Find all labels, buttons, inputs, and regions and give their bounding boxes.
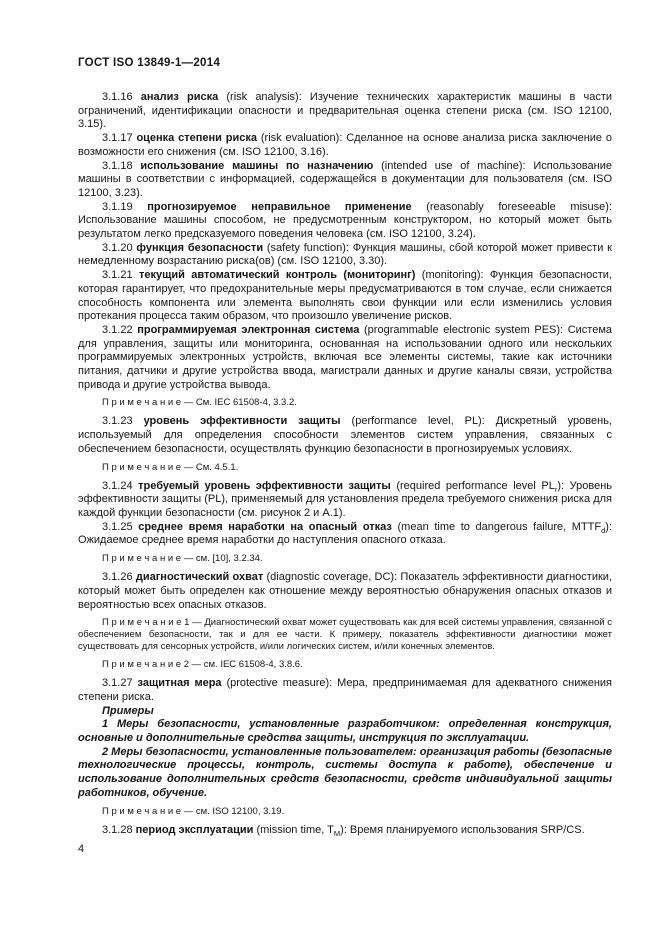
- body-text: ): Ожидаемое среднее время наработки до наступления опасного отказа.: [78, 520, 613, 547]
- body-text: (required performance level PL: [390, 479, 555, 492]
- body-text: (programmable electronic system PES): Система для управления, защиты или мониторинга, основанная на использовании одного или нескольких программируемых электронных устройств, включая все элементы системы, такие как источники питания, датчики и другие устройства ввода, магистрали данных и другие каналы связи, устройства привода и другие устройства вывода.: [78, 323, 612, 391]
- body-text: П р и м е ч а н и е — См. 4.5.1.: [102, 461, 239, 473]
- note-paragraph: [78, 659, 612, 671]
- definition-paragraph: [78, 415, 612, 456]
- body-text: 3.1.21: [102, 269, 139, 282]
- body-text: (risk analysis): Изучение технических характеристик машины в части ограничений, идентификации опасности и предварительная оценка степени риска (см. ISO 12100, 3.15).: [78, 91, 613, 131]
- body-text: 1 Меры безопасности, установленные разработчиком: определенная конструкция, основные и дополнительные средства защиты, инструкция по эксплуатации.: [78, 718, 612, 745]
- term-text: использование машины по назначению: [140, 159, 374, 172]
- body-text: (monitoring): Функция безопасности, которая гарантирует, что предохранительные меры предусматриваются в том случае, если снижается способность компонента или элемента выполнять свои функции или если изменились условия протекания процесса таким образом, что произошло увеличение рисков.: [78, 269, 613, 323]
- definition-paragraph: [78, 677, 612, 704]
- definition-paragraph: [78, 91, 612, 132]
- term-text: программируемая электронная система: [137, 323, 360, 336]
- definition-paragraph: [78, 201, 612, 242]
- document-body: [78, 91, 612, 837]
- body-text: 3.1.28: [102, 823, 136, 836]
- body-text: (diagnostic coverage, DC): Показатель эффективности диагностики, который может быть определен как отношение между вероятностью обнаружения опасных отказов и вероятностью всех опасных отказов.: [78, 571, 612, 611]
- body-text: П р и м е ч а н и е — См. IEC 61508-4, 3.3.2.: [102, 397, 297, 409]
- term-text: функция безопасности: [136, 241, 264, 254]
- term-text: прогнозируемое неправильное применение: [147, 200, 412, 213]
- body-text: ): Уровень эффективности защиты (PL), применяемый для установления предела требуемого снижения риска для каждой функции безопасности (см. рисунок 2 и А.1).: [78, 479, 613, 519]
- body-text: 3.1.19: [102, 200, 148, 213]
- term-text: защитная мера: [137, 677, 222, 690]
- term-text: анализ риска: [140, 91, 219, 103]
- body-text: П р и м е ч а н и е 2 — см. IEC 61508-4, 3.8.6.: [102, 659, 303, 671]
- body-text: (protective measure): Мера, предпринимаемая для адекватного снижения степени риска.: [78, 677, 613, 703]
- subscript-text: r: [554, 484, 558, 494]
- definition-paragraph: [78, 571, 612, 612]
- body-text: 3.1.22: [102, 323, 138, 336]
- term-text: текущий автоматический контроль (мониторинг): [138, 269, 416, 282]
- definition-paragraph: [78, 160, 612, 201]
- body-text: 3.1.16: [102, 91, 141, 103]
- definition-paragraph: [78, 324, 612, 393]
- body-text: 3.1.26: [102, 571, 136, 584]
- note-paragraph: [78, 397, 612, 409]
- definition-paragraph: [78, 242, 612, 269]
- body-text: 3.1.23: [102, 415, 144, 428]
- term-text: среднее время наработки на опасный отказ: [138, 520, 392, 533]
- term-text: оценка степени риска: [136, 132, 258, 145]
- note-paragraph: [78, 617, 612, 653]
- body-text: (reasonably foreseeable misuse): Использование машины способом, не предусмотренным конструктором, но который может быть результатом легко предсказуемого поведения человека (см. ISO 12100, 3.24).: [78, 200, 612, 241]
- subscript-text: M: [333, 828, 341, 838]
- definition-paragraph: [78, 521, 612, 548]
- body-text: Примеры: [102, 704, 154, 717]
- definition-paragraph: [78, 480, 612, 521]
- definition-paragraph: [78, 269, 612, 324]
- note-paragraph: [78, 462, 612, 474]
- definition-paragraph: [78, 824, 612, 838]
- body-text: 3.1.20: [102, 241, 137, 254]
- term-text: уровень эффективности защиты: [143, 415, 341, 428]
- body-text: 3.1.18: [102, 159, 141, 172]
- example-paragraph: [78, 746, 612, 801]
- body-text: (risk evaluation): Сделанное на основе анализа риска заключение о возможности его снижения (см. ISO 12100, 3.16).: [78, 132, 612, 158]
- body-text: (safety function): Функция машины, сбой которой может привести к немедленному возрастанию риска(ов) (см. ISO 12100, 3.30).: [78, 241, 612, 268]
- body-text: 3.1.27: [102, 677, 138, 690]
- note-paragraph: [78, 806, 612, 818]
- body-text: (intended use of machine): Использование машины в соответствии с информацией, содержащейся в документации для пользователя (см. ISO 12100, 3.23).: [78, 159, 612, 199]
- term-text: период эксплуатации: [135, 823, 254, 836]
- subscript-text: d: [601, 525, 606, 535]
- body-text: (mean time to dangerous failure, MTTF: [391, 520, 602, 533]
- body-text: ): Время планируемого использования SRP/CS.: [340, 823, 585, 836]
- document-title: ГОСТ ISO 13849-1—2014: [78, 57, 221, 69]
- body-text: П р и м е ч а н и е 1 — Диагностический охват может существовать как для всей системы управления, связанной с обеспечением безопасности, так и для ее части. К примеру, показатель эффективности диагностики может существовать для сенсорных устройств, и/или логических систем, и/или конечных элементов.: [78, 617, 612, 653]
- definition-paragraph: [78, 132, 612, 159]
- body-text: (mission time, T: [253, 823, 334, 836]
- term-text: диагностический охват: [135, 571, 264, 584]
- page-number: 4: [78, 843, 85, 855]
- body-text: П р и м е ч а н и е — см. [10], 3.2.34.: [102, 553, 263, 565]
- examples-title: [78, 705, 612, 719]
- body-text: П р и м е ч а н и е — см. ISO 12100, 3.19.: [102, 805, 285, 817]
- body-text: 3.1.17: [102, 132, 137, 145]
- body-text: 3.1.25: [102, 520, 139, 533]
- term-text: требуемый уровень эффективности защиты: [138, 479, 391, 492]
- body-text: (performance level, PL): Дискретный уровень, используемый для определения способности элементов систем управления, связанных с обеспечением безопасности, осуществлять функцию безопасности в прогнозируемых условиях.: [78, 415, 612, 455]
- body-text: 3.1.24: [102, 479, 139, 492]
- body-text: 2 Меры безопасности, установленные пользователем: организация работы (безопасные технологические процессы, контроль, системы доступа к работе), обеспечение и использование дополнительных средств безопасности, средств индивидуальной защиты работников, обучение.: [78, 745, 612, 799]
- note-paragraph: [78, 553, 612, 565]
- example-paragraph: [78, 718, 612, 745]
